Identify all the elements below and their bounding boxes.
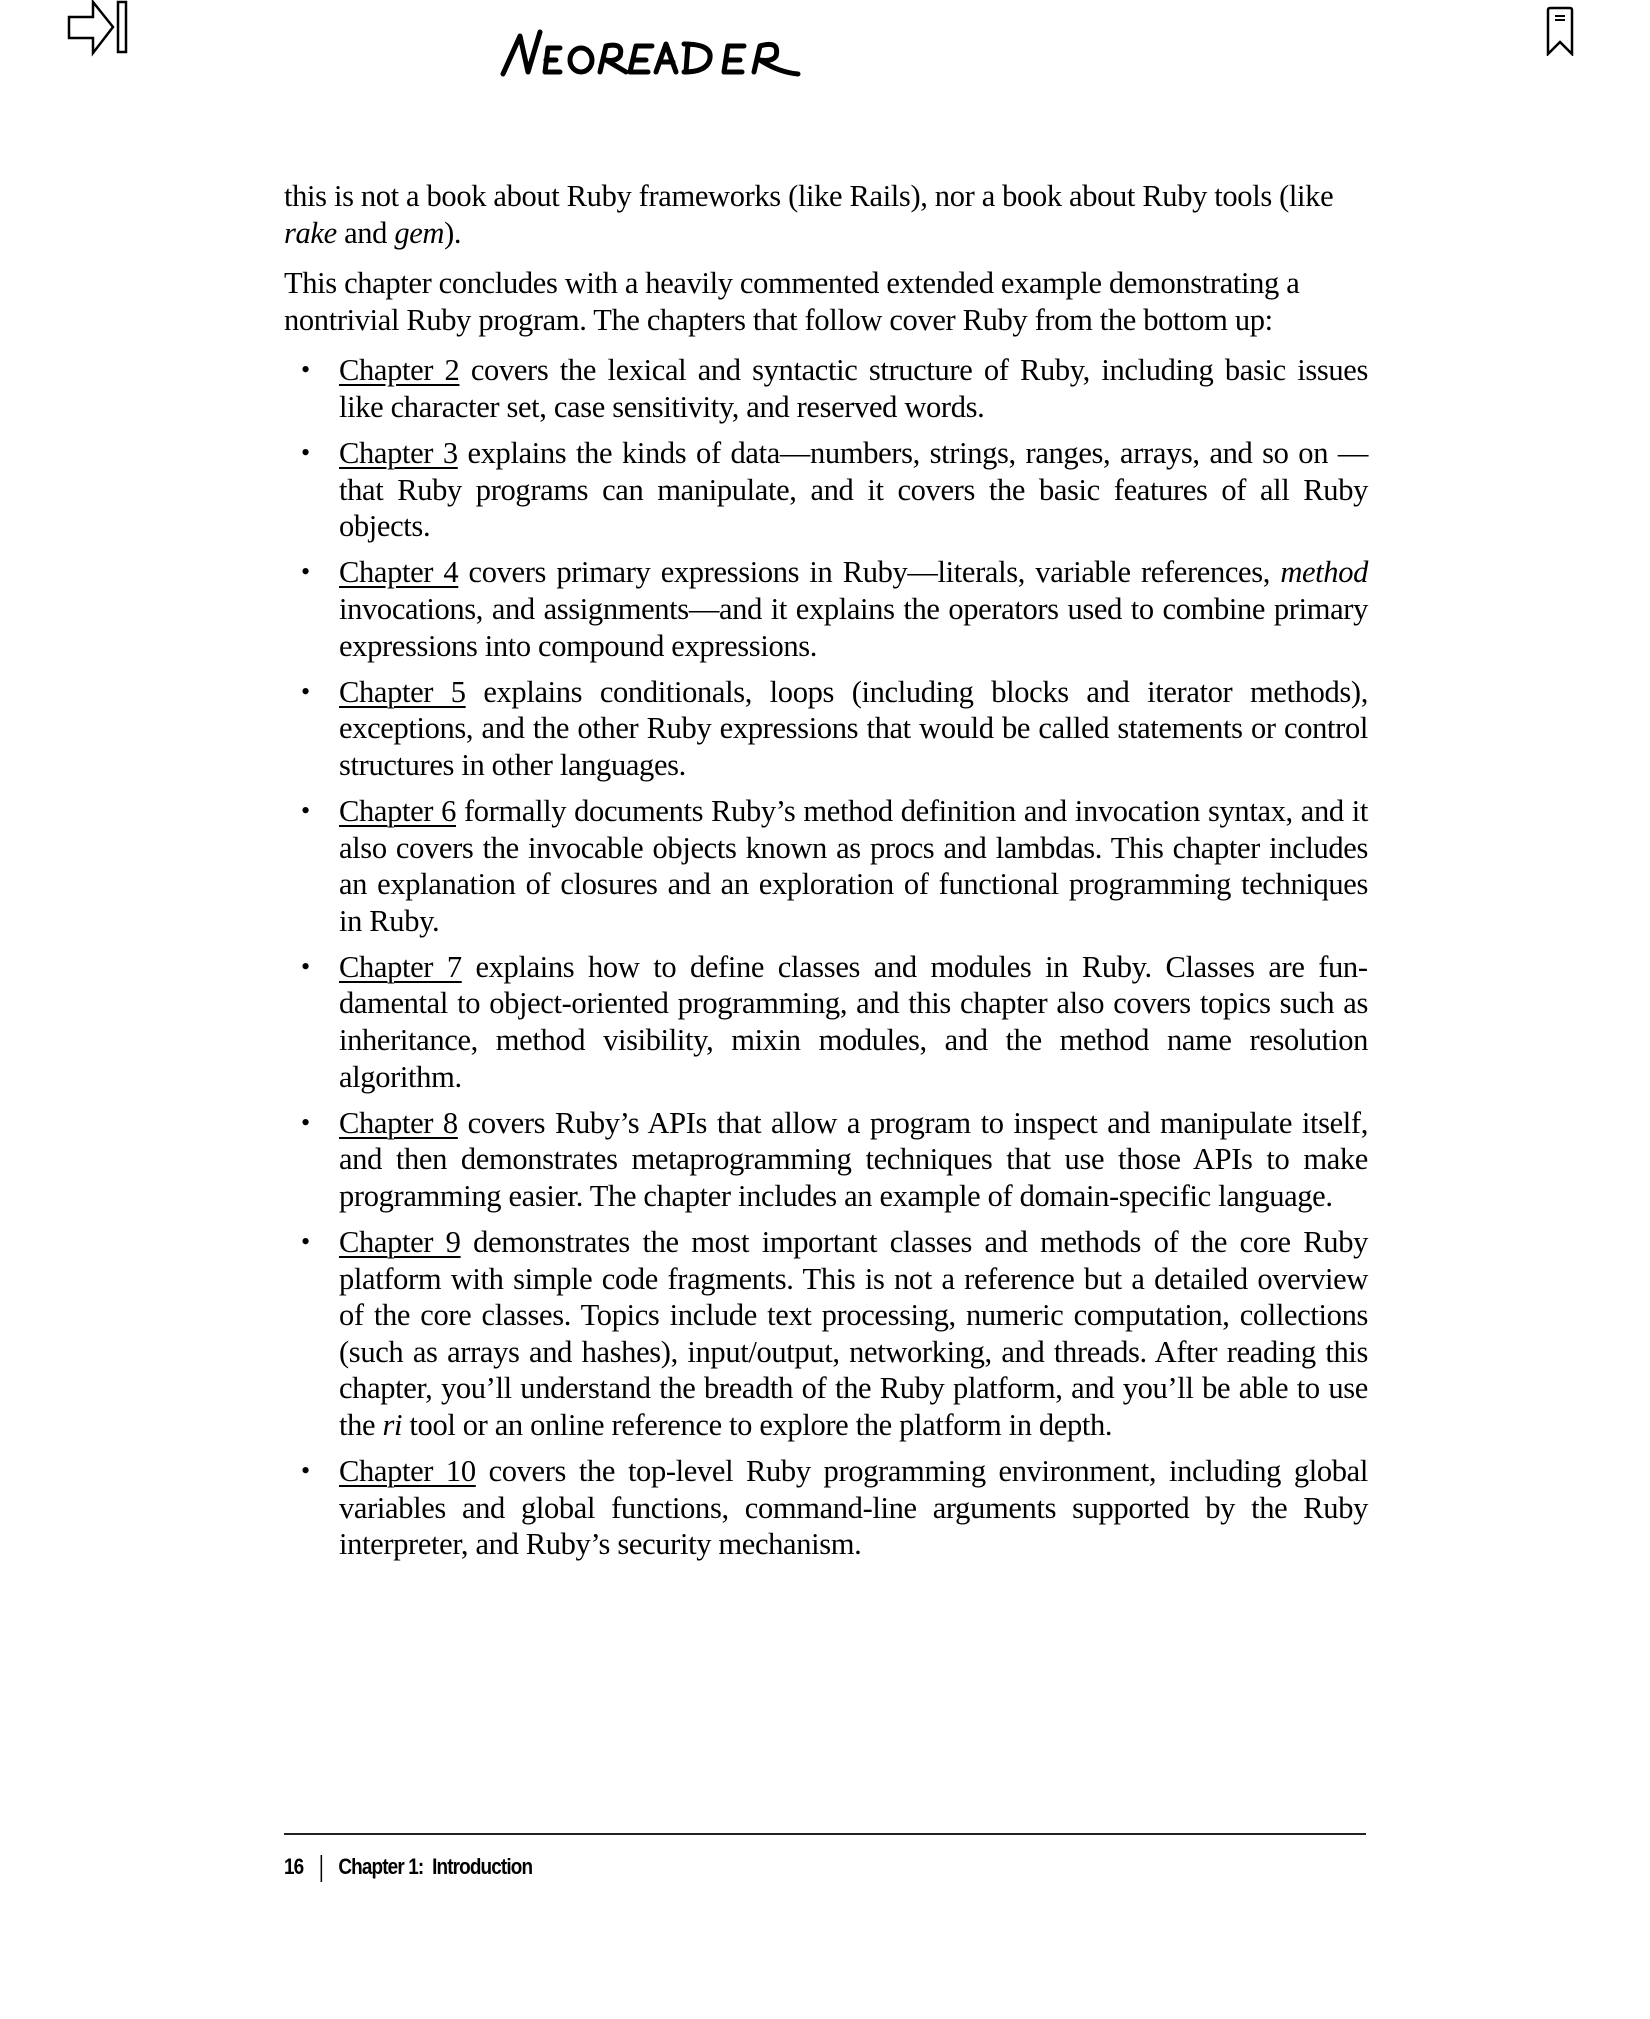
item-text: covers the lexical and syntactic structure of Ruby, including basic issues like character set, case sensitivity, and reserved words. [339,353,1368,424]
ri-italic: ri [382,1407,403,1442]
item-text: tool or an online reference to explore the platform in depth. [402,1407,1113,1442]
exit-reader-button[interactable] [66,0,130,58]
item-text: invocations, and assignments—and it explains the operators used to combine primary expressions into compound expressions. [339,591,1368,663]
bookmark-button[interactable] [1543,6,1577,56]
chapter-3-link[interactable]: Chapter 3 [339,436,458,471]
bullet: • [301,676,310,706]
bullet: • [301,355,310,385]
item-text: explains how to define classes and modules in Ruby. Classes are fundamental to object-oriented programming, and this chapter also covers topics such as inheritance, method visibility, mixin modules, and the method name resolution algorithm. [339,949,1369,1094]
page-footer [284,1850,533,1883]
chapter-6-link[interactable]: Chapter 6 [339,793,456,828]
bullet: • [301,795,310,825]
list-item [284,1224,1368,1444]
list-item [284,793,1368,939]
list-item [284,554,1368,664]
overview-paragraph: This chapter concludes with a heavily commented extended example demonstrating a nontrivial Ruby program. The chapters that follow cover Ruby from the bottom up: [284,266,1300,337]
list-item [284,949,1368,1095]
item-text: covers the top-level Ruby programming environment, including global variables and global functions, command-line arguments supported by the Ruby interpreter, and Ruby’s security mechanism. [339,1454,1368,1562]
method-italic: method [1280,555,1368,590]
footer-divider [284,1833,1366,1835]
gem-italic: gem [394,215,445,250]
intro-text: this is not a book about Ruby frameworks (like Rails), nor a book about Ruby tools (like [284,179,1334,213]
chapter-8-link[interactable]: Chapter 8 [339,1105,458,1140]
chapter-9-link[interactable]: Chapter 9 [339,1224,461,1259]
bullet: • [301,557,310,587]
footer-separator: | [318,1850,323,1883]
bullet: • [301,1107,310,1137]
item-text: demonstrates the most important classes and methods of the core Ruby platform with simple code fragments. This is not a reference but a detailed overview of the core classes. Topics include text processing, numeric computation, collections (such as arrays and hashes), input/output, networking, and threads. After reading this chapter, you’ll understand the breadth of the Ruby platform, and you’ll be able to use the [339,1224,1368,1442]
list-item [284,1453,1368,1563]
page-number: 16 [284,1854,304,1879]
neoreader-wordmark [498,28,860,84]
rake-italic: rake [284,215,337,250]
chapter-4-link[interactable]: Chapter 4 [339,555,459,590]
chapter-list [284,352,1368,1562]
intro-text: and [336,215,395,250]
page-content [284,178,1368,1572]
item-text: covers primary expressions in Ruby—literals, variable references, [458,555,1281,590]
item-text: formally documents Ruby’s method definition and invocation syntax, and it also covers the invocable objects known as procs and lambdas. This chapter includes an explanation of closures and an exploration of functional programming techniques in Ruby. [339,793,1368,938]
chapter-2-link[interactable]: Chapter 2 [339,353,460,388]
arrow-right-to-bar-icon [66,0,130,58]
list-item [284,352,1368,425]
item-text: covers Ruby’s APIs that allow a program to inspect and manipulate itself, and then demonstrates metaprogramming techniques that use those APIs to make programming easier. The chapter includes an example of domain-specific language. [339,1105,1368,1213]
chapter-7-link[interactable]: Chapter 7 [339,949,462,984]
intro-paragraph [284,178,1368,251]
bullet: • [301,438,310,468]
list-item [284,435,1368,545]
item-text: explains the kinds of data—numbers, strings, ranges, arrays, and so on —that Ruby programs can manipulate, and it covers the basic features of all Ruby objects. [339,436,1368,544]
chapter-10-link[interactable]: Chapter 10 [339,1454,476,1488]
bookmark-icon [1543,6,1577,56]
bullet: • [301,1226,310,1256]
list-item [284,1105,1368,1215]
neoreader-logo [498,28,860,84]
list-item [284,674,1368,784]
bullet: • [301,951,310,981]
item-text: explains conditionals, loops (including blocks and iterator methods), exceptions, and the other Ruby expressions that would be called statements or control structures in other languages. [339,674,1368,782]
running-chapter-title: Chapter 1: Introduction [338,1854,533,1879]
chapter-5-link[interactable]: Chapter 5 [339,674,466,709]
bullet: • [301,1456,310,1485]
intro-text: ). [444,215,462,250]
